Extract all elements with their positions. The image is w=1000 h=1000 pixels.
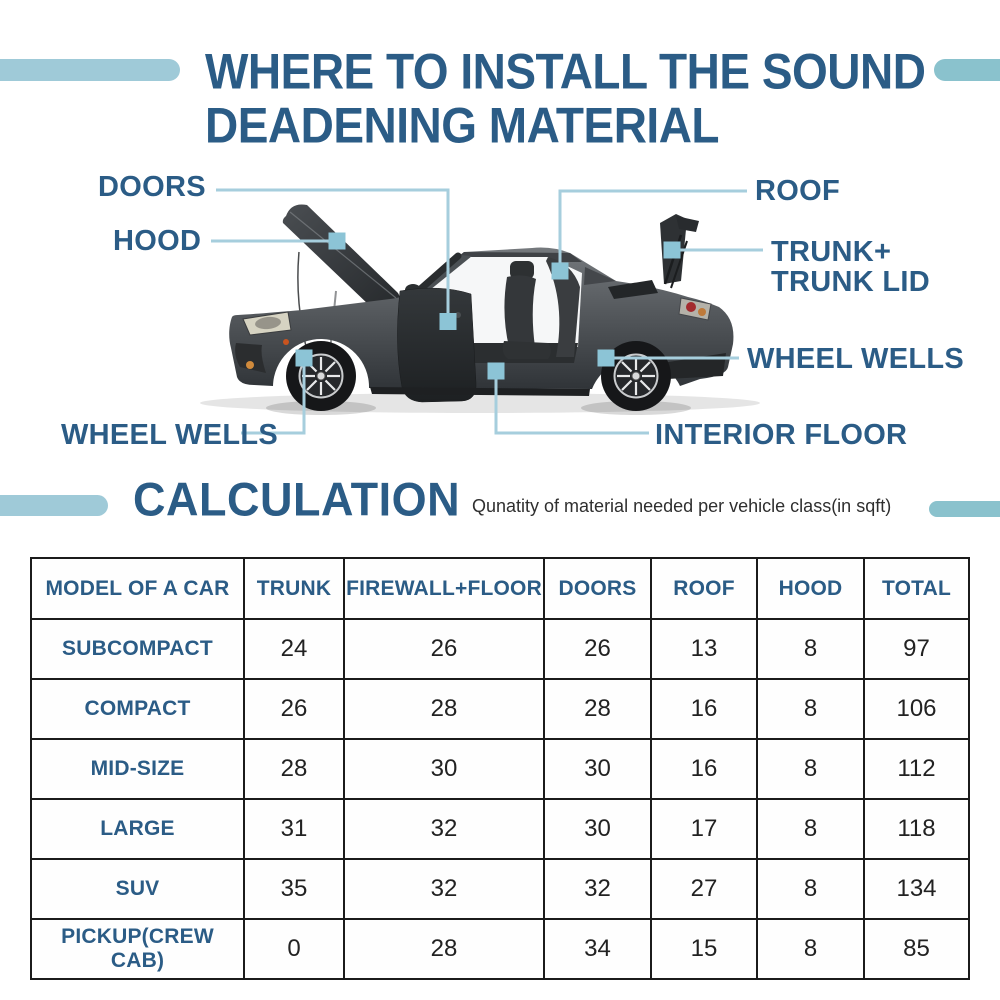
trunk-label-line1: TRUNK+	[771, 236, 892, 268]
col-header-hood: HOOD	[757, 558, 864, 619]
value-cell: 118	[864, 799, 969, 859]
table-row-subcompact	[31, 619, 969, 679]
car-door-open	[397, 288, 476, 402]
page-title	[205, 44, 925, 152]
doors-label: DOORS	[98, 171, 206, 203]
value-cell: 106	[864, 679, 969, 739]
front-wheel	[286, 341, 356, 411]
table-row-compact	[31, 679, 969, 739]
wheel-wells-right-label: WHEEL WELLS	[747, 343, 965, 375]
value-cell: 13	[651, 619, 757, 679]
value-cell: 17	[651, 799, 757, 859]
roof-label: ROOF	[755, 175, 840, 207]
value-cell: 26	[544, 619, 651, 679]
value-cell: 134	[864, 859, 969, 919]
value-cell: 27	[651, 859, 757, 919]
value-cell: 28	[344, 919, 544, 979]
car-trunk-lid-open	[660, 214, 699, 288]
trunk-label-line2: TRUNK LID	[771, 266, 930, 298]
model-cell: LARGE	[31, 799, 244, 859]
value-cell: 30	[344, 739, 544, 799]
table-row-pickup	[31, 919, 969, 979]
trunk-label	[771, 237, 930, 297]
value-cell: 8	[757, 619, 864, 679]
page-title-line1: WHERE TO INSTALL THE SOUND	[205, 42, 926, 100]
model-cell: PICKUP(CREW CAB)	[31, 919, 244, 979]
value-cell: 31	[244, 799, 344, 859]
calculation-right-bar	[929, 501, 1000, 517]
col-header-total: TOTAL	[864, 558, 969, 619]
value-cell: 32	[344, 859, 544, 919]
calculation-subtitle: Qunatity of material needed per vehicle class(in sqft)	[472, 496, 892, 516]
table-row-mid-size	[31, 739, 969, 799]
model-cell: SUBCOMPACT	[31, 619, 244, 679]
value-cell: 26	[344, 619, 544, 679]
value-cell: 8	[757, 739, 864, 799]
title-right-bar	[934, 59, 1000, 81]
value-cell: 32	[544, 859, 651, 919]
model-cell: SUV	[31, 859, 244, 919]
value-cell: 112	[864, 739, 969, 799]
value-cell: 34	[544, 919, 651, 979]
material-table	[30, 557, 970, 980]
value-cell: 8	[757, 919, 864, 979]
value-cell: 8	[757, 799, 864, 859]
value-cell: 26	[244, 679, 344, 739]
page-title-line2: DEADENING MATERIAL	[205, 96, 720, 154]
value-cell: 32	[344, 799, 544, 859]
value-cell: 8	[757, 679, 864, 739]
rear-wheel	[601, 341, 671, 411]
wheel-wells-left-label: WHEEL WELLS	[61, 419, 279, 451]
value-cell: 16	[651, 679, 757, 739]
model-cell: MID-SIZE	[31, 739, 244, 799]
value-cell: 16	[651, 739, 757, 799]
value-cell: 28	[544, 679, 651, 739]
door-handle	[455, 312, 461, 318]
model-cell: COMPACT	[31, 679, 244, 739]
table-header-row	[31, 558, 969, 619]
col-header-model: MODEL OF A CAR	[31, 558, 244, 619]
value-cell: 28	[344, 679, 544, 739]
value-cell: 0	[244, 919, 344, 979]
side-marker	[283, 339, 289, 345]
value-cell: 30	[544, 799, 651, 859]
calculation-left-bar	[0, 495, 108, 516]
table-row-suv	[31, 859, 969, 919]
col-header-roof: ROOF	[651, 558, 757, 619]
value-cell: 35	[244, 859, 344, 919]
table-row-large	[31, 799, 969, 859]
title-left-bar	[0, 59, 180, 81]
calculation-heading: CALCULATION	[133, 472, 461, 527]
col-header-trunk: TRUNK	[244, 558, 344, 619]
interior-floor-label: INTERIOR FLOOR	[655, 419, 908, 451]
value-cell: 24	[244, 619, 344, 679]
fog-light	[246, 361, 254, 369]
value-cell: 15	[651, 919, 757, 979]
value-cell: 28	[244, 739, 344, 799]
col-header-firewall-floor: FIREWALL+FLOOR	[344, 558, 544, 619]
value-cell: 85	[864, 919, 969, 979]
value-cell: 30	[544, 739, 651, 799]
value-cell: 8	[757, 859, 864, 919]
value-cell: 97	[864, 619, 969, 679]
col-header-doors: DOORS	[544, 558, 651, 619]
hood-label: HOOD	[113, 225, 202, 257]
